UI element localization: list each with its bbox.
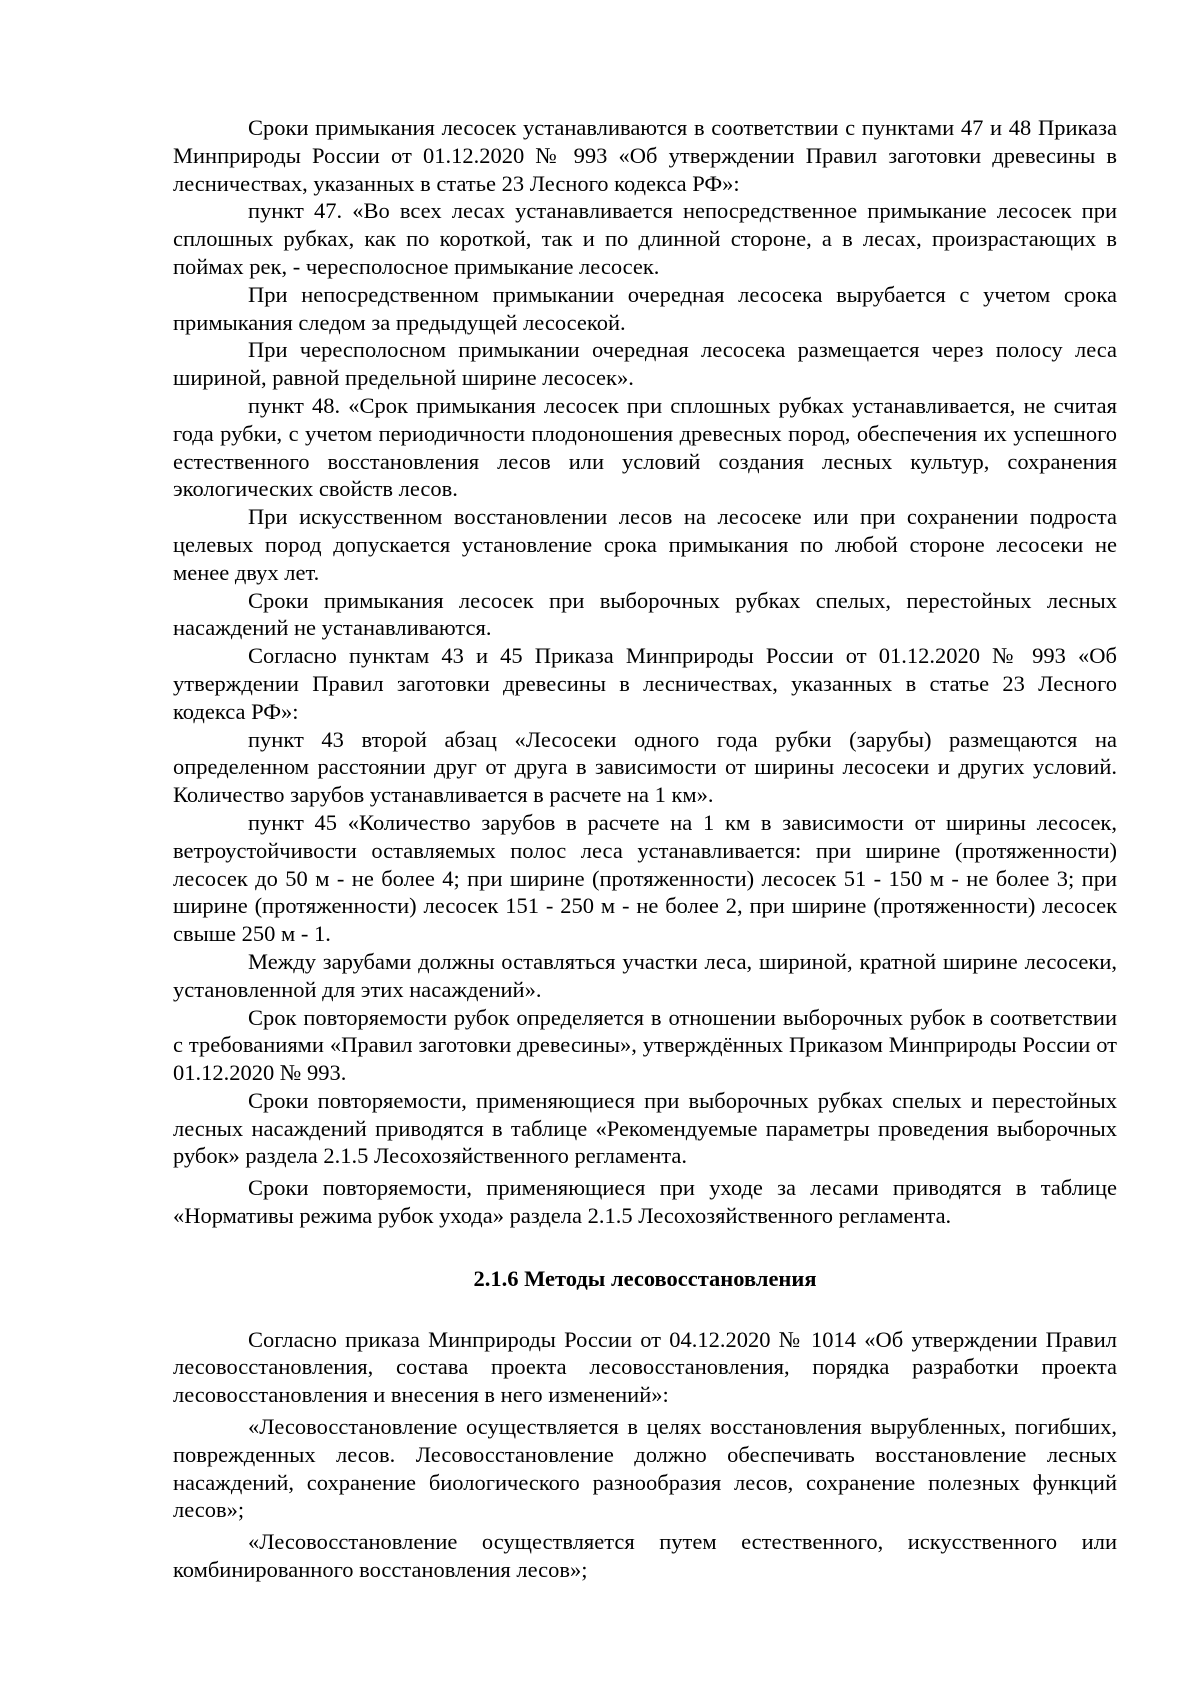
paragraph-restoration-goals: «Лесовосстановление осуществляется в целях восстановления вырубленных, погибших, поврежденных лесов. Лесовосстановление должно обеспечивать восстановление лесных насаждений, сохранение биологического разнообразия лесов, сохранение полезных функций лесов»; [173,1414,1117,1523]
paragraph-points-43-45-intro: Согласно пунктам 43 и 45 Приказа Минприроды России от 01.12.2020 № 993 «Об утверждении Правил заготовки древесины в лесничествах, указанных в статье 23 Лесного кодекса РФ»: [173,643,1117,724]
paragraph-strip-adjacency: При чересполосном примыкании очередная лесосека размещается через полосу леса шириной, равной предельной ширине лесосек». [173,337,1117,391]
section-heading: 2.1.6 Методы лесовосстановления [473,1265,817,1291]
paragraph-point-47: пункт 47. «Во всех лесах устанавливается непосредственное примыкание лесосек при сплошных рубках, как по короткой, так и по длинной стороне, а в лесах, произрастающих в поймах рек, - чересполосное примыкание лесосек. [173,198,1117,279]
paragraph-between-cuts: Между зарубами должны оставляться участки леса, шириной, кратной ширине лесосеки, установленной для этих насаждений». [173,948,1117,1002]
paragraph-point-45: пункт 45 «Количество зарубов в расчете на 1 км в зависимости от ширины лесосек, ветроустойчивости оставляемых полос леса устанавливается: при ширине (протяженности) лесосек до 50 м - не более 4; при ширине (протяженности) лесосек 51 - 150 м - не более 3; при ширине (протяженности) лесосек 151 - 250 м - не более 2, при ширине (протяженности) лесосек свыше 250 м - 1. [173,809,1117,947]
paragraph-point-48: пункт 48. «Срок примыкания лесосек при сплошных рубках устанавливается, не считая года рубки, с учетом периодичности плодоношения древесных пород, обеспечения их успешного естественного восстановления лесов или условий создания лесных культур, сохранения экологических свойств лесов. [173,392,1117,502]
document-page [173,114,1117,1584]
paragraph-selective-felling-terms: Сроки примыкания лесосек при выборочных рубках спелых, перестойных лесных насаждений не устанавливаются. [173,587,1117,641]
paragraph-artificial-restoration: При искусственном восстановлении лесов на лесосеке или при сохранении подроста целевых пород допускается установление срока примыкания по любой стороне лесосеки не менее двух лет. [173,504,1117,585]
paragraph-repeat-period: Срок повторяемости рубок определяется в отношении выборочных рубок в соответствии с требованиями «Правил заготовки древесины», утверждённых Приказом Минприроды России от 01.12.2020 № 993. [173,1004,1117,1086]
paragraph-restoration-methods: «Лесовосстановление осуществляется путем естественного, искусственного или комбинированного восстановления лесов»; [173,1529,1117,1583]
paragraph-repeat-selective: Сроки повторяемости, применяющиеся при выборочных рубках спелых и перестойных лесных насаждений приводятся в таблице «Рекомендуемые параметры проведения выборочных рубок» раздела 2.1.5 Лесохозяйственного регламента. [173,1087,1117,1169]
paragraph-direct-adjacency: При непосредственном примыкании очередная лесосека вырубается с учетом срока примыкания следом за предыдущей лесосекой. [173,281,1117,335]
paragraph-adjacency-terms-intro: Сроки примыкания лесосек устанавливаются в соответствии с пунктами 47 и 48 Приказа Минприроды России от 01.12.2020 № 993 «Об утверждении Правил заготовки древесины в лесничествах, указанных в статье 23 Лесного кодекса РФ»: [173,115,1117,196]
paragraph-point-43: пункт 43 второй абзац «Лесосеки одного года рубки (зарубы) размещаются на определенном расстоянии друг от друга в зависимости от ширины лесосеки и других условий. Количество зарубов устанавливается в расчете на 1 км». [173,726,1117,808]
paragraph-order-1014-intro: Согласно приказа Минприроды России от 04.12.2020 № 1014 «Об утверждении Правил лесовосстановления, состава проекта лесовосстановления, порядка разработки проекта лесовосстановления и внесения в него изменений»: [173,1326,1117,1408]
paragraph-repeat-care: Сроки повторяемости, применяющиеся при уходе за лесами приводятся в таблице «Нормативы режима рубок ухода» раздела 2.1.5 Лесохозяйственного регламента. [173,1175,1117,1229]
